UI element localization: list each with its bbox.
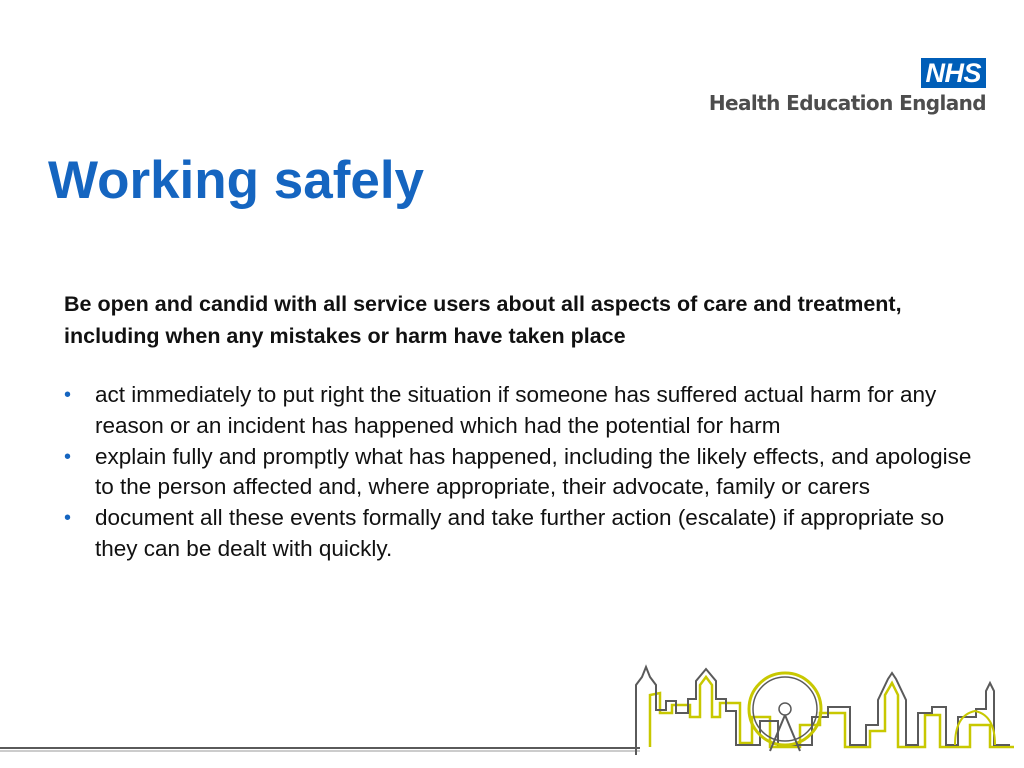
nhs-badge: NHS xyxy=(921,58,986,88)
bullet-item xyxy=(64,380,984,442)
bullet-icon: • xyxy=(64,445,72,468)
slide-title: Working safely xyxy=(48,151,425,210)
bullet-text: document all these events formally and take further action (escalate) if appropriate so they can be dealt with quickly. xyxy=(95,505,945,561)
skyline-outline xyxy=(636,667,1010,755)
nhs-hee-logo xyxy=(709,58,986,115)
bullet-item xyxy=(64,503,984,565)
skyline-accent xyxy=(650,677,1014,747)
bullet-icon: • xyxy=(64,507,72,530)
bullet-item xyxy=(64,442,984,504)
bullet-text: act immediately to put right the situation if someone has suffered actual harm for any reason or an incident has happened which had the potential for harm xyxy=(95,382,937,438)
bullet-text: explain fully and promptly what has happened, including the likely effects, and apologise to the person affected and, where appropriate, their advocate, family or carers xyxy=(95,443,972,500)
bullet-list xyxy=(64,380,984,565)
intro-statement: Be open and candid with all service users about all aspects of care and treatment, including when any mistakes or harm have taken place xyxy=(64,292,902,348)
bullet-icon: • xyxy=(64,384,72,406)
london-skyline-graphic xyxy=(0,655,1024,768)
organisation-name: Health Education England xyxy=(708,91,986,115)
